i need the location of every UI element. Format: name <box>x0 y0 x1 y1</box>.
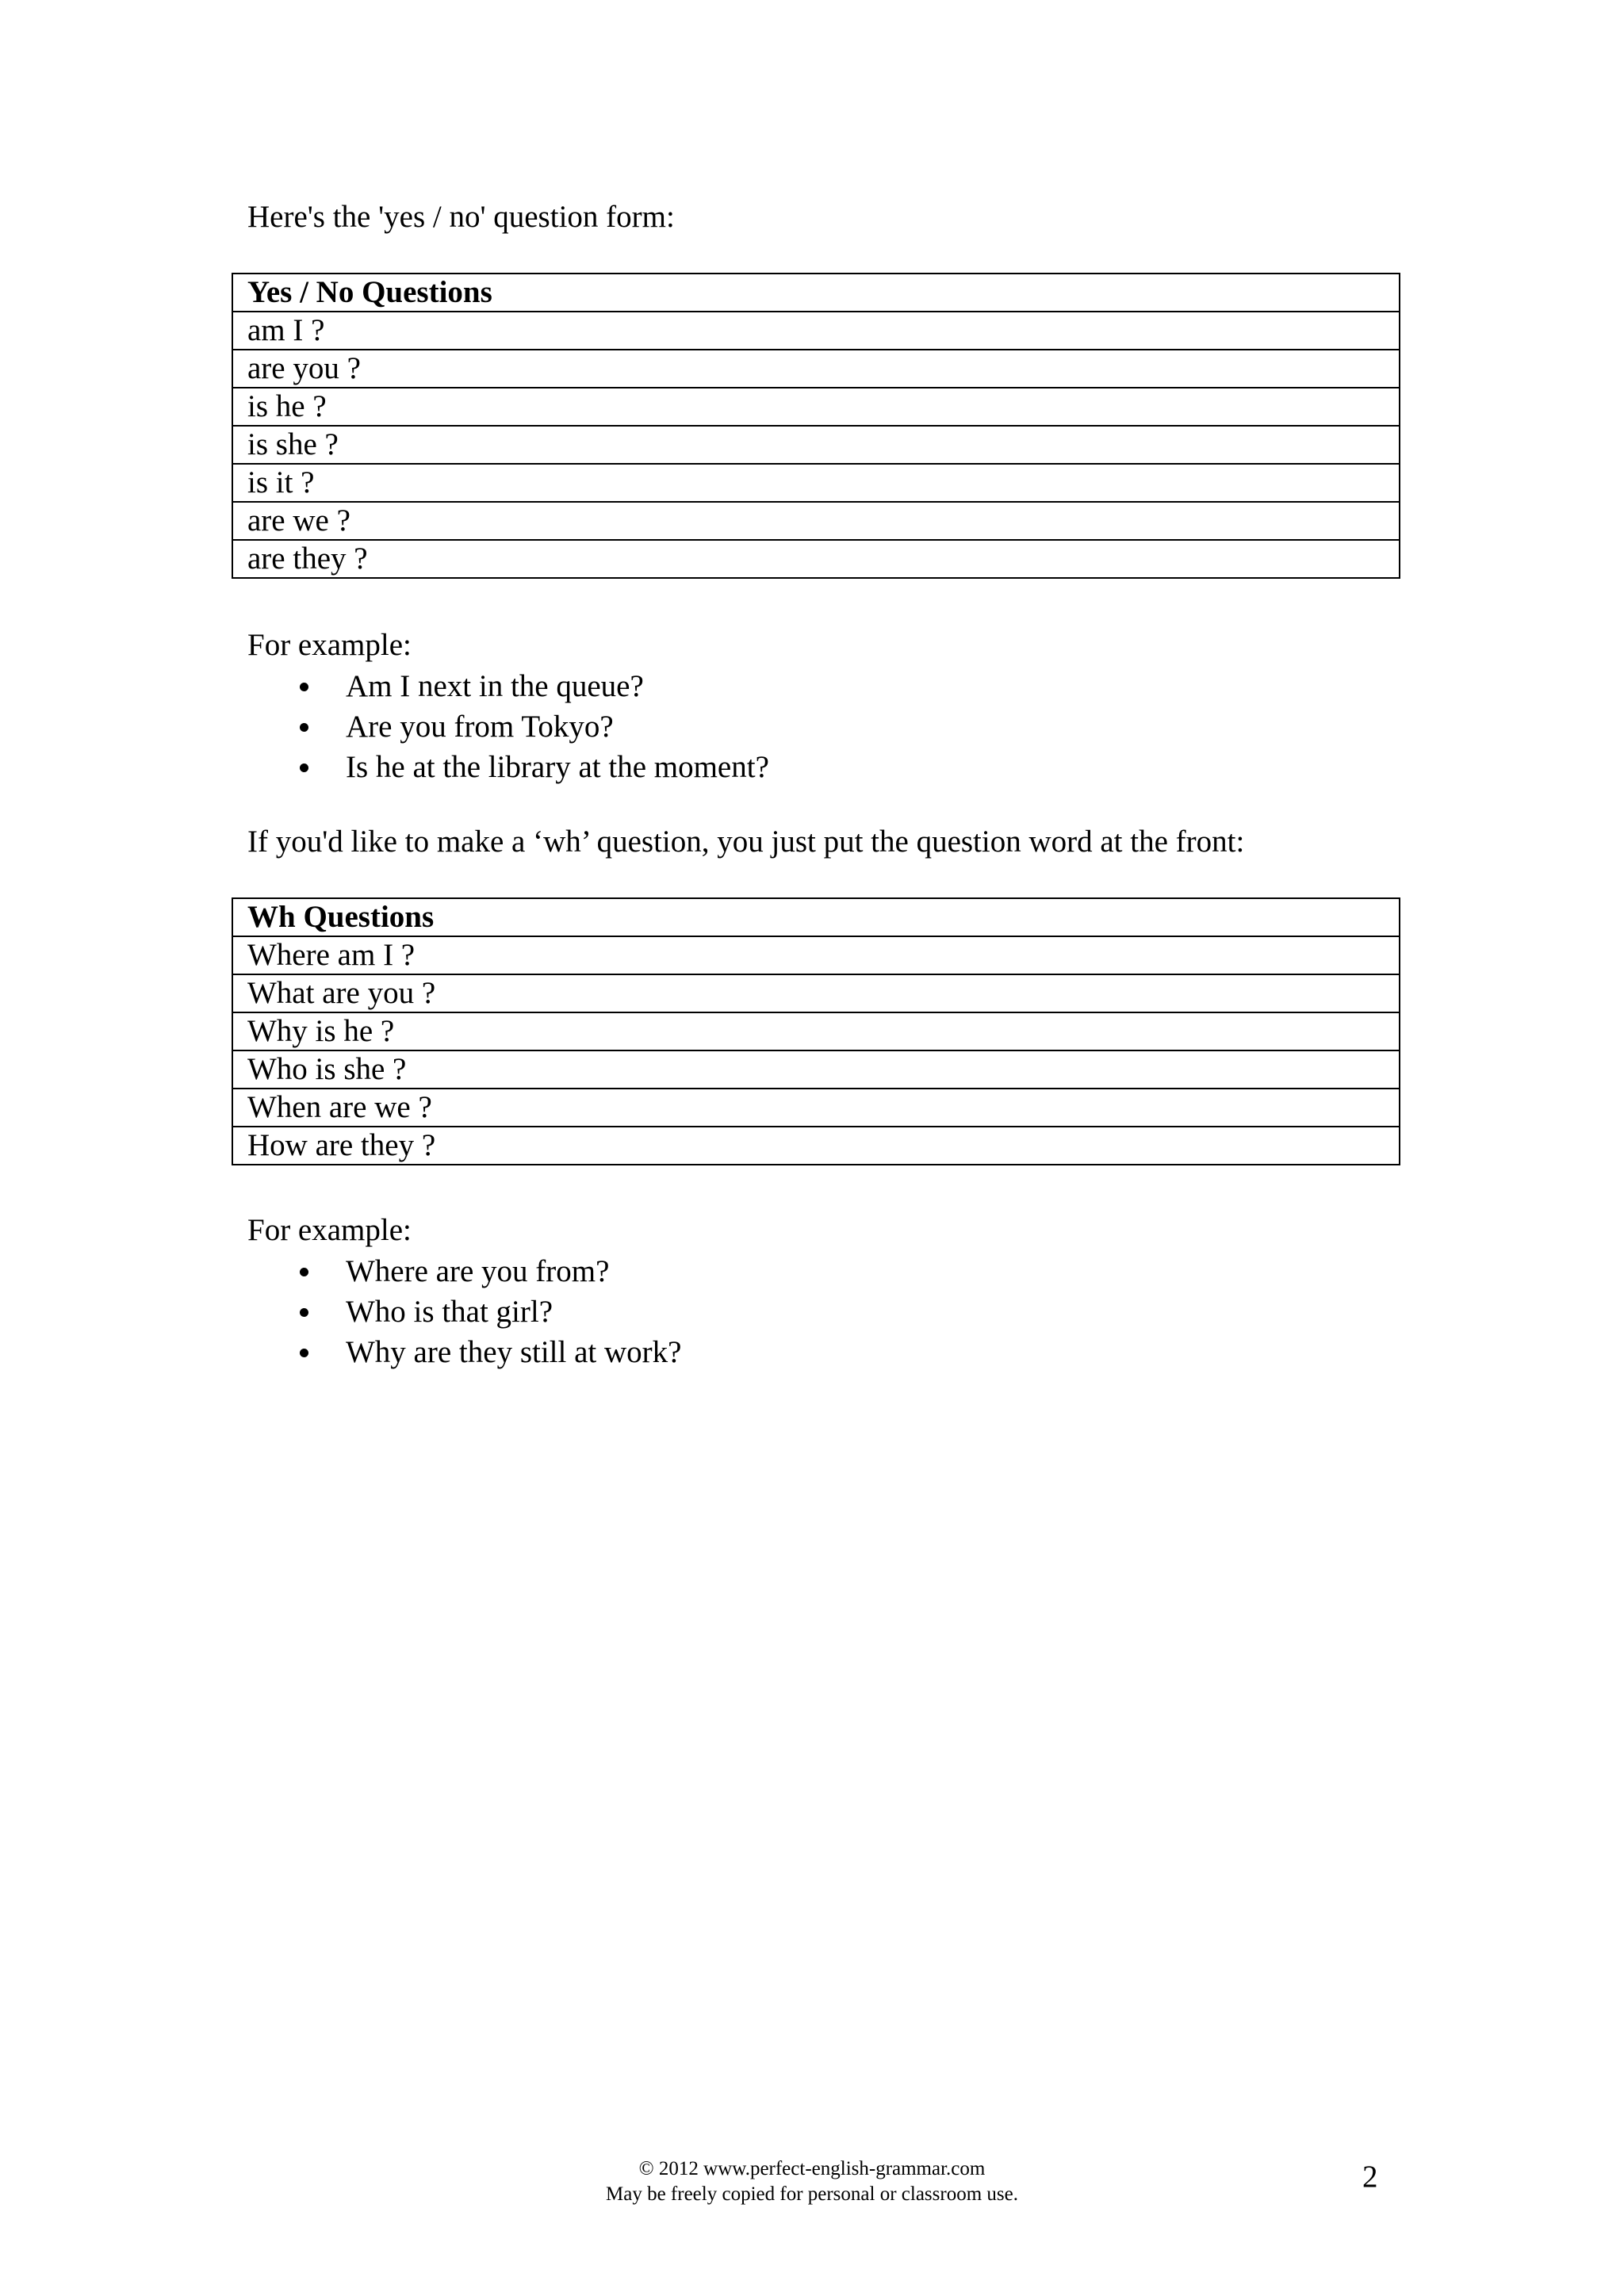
bullet-icon <box>300 1268 308 1276</box>
table-row <box>232 1012 1400 1050</box>
table-cell: is it ? <box>232 464 1400 502</box>
table-row <box>232 1050 1400 1089</box>
list-item-text: Why are they still at work? <box>346 1335 682 1369</box>
examples-list-1 <box>295 666 769 787</box>
bullet-icon <box>300 683 308 691</box>
list-item <box>295 1332 681 1372</box>
list-item-text: Who is that girl? <box>346 1295 553 1329</box>
list-item-text: Am I next in the queue? <box>346 669 644 703</box>
table-row <box>232 936 1400 974</box>
table-row <box>232 1127 1400 1165</box>
table-header: Wh Questions <box>232 898 1400 936</box>
footer-license: May be freely copied for personal or classroom use. <box>606 2183 1018 2205</box>
page-footer <box>0 2156 1624 2207</box>
example-label-2: For example: <box>247 1213 412 1247</box>
list-item-text: Is he at the library at the moment? <box>346 750 769 784</box>
table-cell: is he ? <box>232 388 1400 426</box>
table-cell: are they ? <box>232 540 1400 578</box>
table-row <box>232 464 1400 502</box>
footer-copyright: © 2012 www.perfect-english-grammar.com <box>638 2158 986 2179</box>
table-cell: is she ? <box>232 426 1400 464</box>
table-row <box>232 426 1400 464</box>
table-header-row <box>232 274 1400 312</box>
list-item-text: Where are you from? <box>346 1254 610 1288</box>
table-cell: How are they ? <box>232 1127 1400 1165</box>
intro-wh: If you'd like to make a ‘wh’ question, you just put the question word at the front: <box>247 825 1245 859</box>
table-row <box>232 350 1400 388</box>
table-cell: When are we ? <box>232 1089 1400 1127</box>
list-item <box>295 1251 681 1292</box>
bullet-icon <box>300 763 308 772</box>
yes-no-table <box>232 273 1400 579</box>
table-row <box>232 388 1400 426</box>
table-cell: are we ? <box>232 502 1400 540</box>
table-cell: Who is she ? <box>232 1050 1400 1089</box>
bullet-icon <box>300 1308 308 1317</box>
bullet-icon <box>300 723 308 732</box>
table-row <box>232 1089 1400 1127</box>
table-header-row <box>232 898 1400 936</box>
list-item <box>295 1292 681 1332</box>
table-cell: am I ? <box>232 312 1400 350</box>
intro-yes-no: Here's the 'yes / no' question form: <box>247 200 675 234</box>
page-number: 2 <box>1362 2160 1378 2194</box>
table-cell: What are you ? <box>232 974 1400 1012</box>
bullet-icon <box>300 1349 308 1357</box>
table-cell: are you ? <box>232 350 1400 388</box>
table-header: Yes / No Questions <box>232 274 1400 312</box>
list-item <box>295 747 769 787</box>
table-cell: Why is he ? <box>232 1012 1400 1050</box>
examples-list-2 <box>295 1251 681 1372</box>
wh-table <box>232 897 1400 1165</box>
table-row <box>232 502 1400 540</box>
list-item <box>295 666 769 706</box>
table-row <box>232 974 1400 1012</box>
table-row <box>232 312 1400 350</box>
list-item-text: Are you from Tokyo? <box>346 710 614 744</box>
table-row <box>232 540 1400 578</box>
list-item <box>295 706 769 747</box>
example-label-1: For example: <box>247 628 412 662</box>
table-cell: Where am I ? <box>232 936 1400 974</box>
